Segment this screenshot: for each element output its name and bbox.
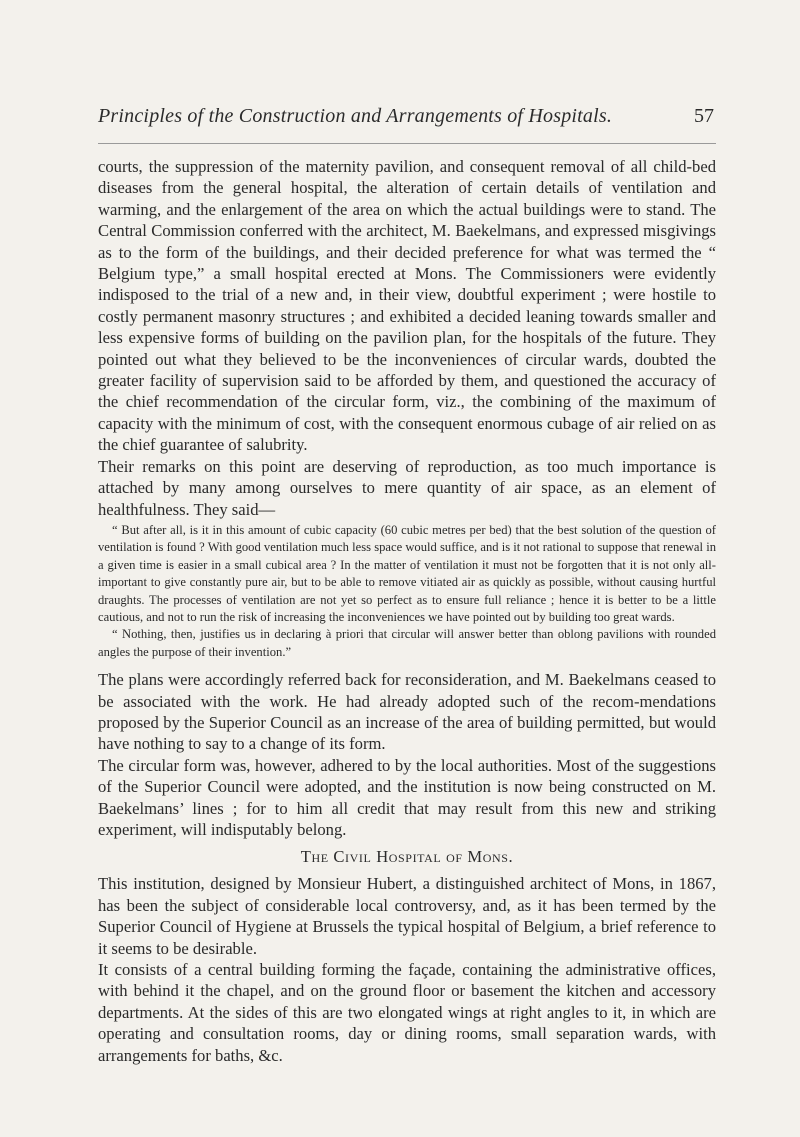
running-title: Principles of the Construction and Arrangements of Hospitals. [98,105,613,127]
paragraph-6: It consists of a central building forming the façade, containing the administrative offices, with behind it the chapel, and on the ground floor or basement the kitchen and accessory departments. At the sides of this are two elongated wings at right angles to it, in which are operating and consultation rooms, day or dining rooms, small separation wards, with arrangements for baths, &c. [98,960,716,1065]
page-number: 57 [694,105,714,127]
section-heading: The Civil Hospital of Mons. [300,847,514,867]
quote-paragraph-1: “ But after all, is it in this amount of cubic capacity (60 cubic metres per bed) that the best solution of the question of ventilation is found ? With good ventilation much less space would suffice, and is it not rational to suppose that renewal in a given time is easier in a small cubical area ? In the matter of ventilation it must not be forgotten that it is not only all-important to give constantly pure air, but to be able to remove vitiated air as quickly as possible, without causing hurtful draughts. The processes of ventilation are not yet so perfect as to ensure full reliance ; hence it is better to be a little cautious, and not to run the risk of increasing the inconveniences we have pointed out by building too great wards. [98,522,716,624]
paragraph-5: This institution, designed by Monsieur Hubert, a distinguished architect of Mons, in 1867, has been the subject of considerable local controversy, and, as it has been termed by the Superior Council of Hygiene at Brussels the typical hospital of Belgium, a brief reference to it seems to be desirable. [98,874,716,958]
paragraph-1: courts, the suppression of the maternity pavilion, and consequent removal of all child-bed diseases from the general hospital, the alteration of certain details of ventilation and warming, and the enlargement of the area on which the actual buildings were to stand. The Central Commission conferred with the architect, M. Baekelmans, and expressed misgivings as to the form of the buildings, and their decided preference for what was termed the “ Belgium type,” a small hospital erected at Mons. The Commissioners were evidently indisposed to the trial of a new and, in their view, doubtful experiment ; were hostile to costly permanent masonry structures ; and exhibited a decided leaning towards smaller and less expensive forms of building on the pavilion plan, for the hospitals of the future. They pointed out what they believed to be the inconveniences of circular wards, doubted the greater facility of supervision said to be afforded by them, and questioned the accuracy of the chief recommendation of the circular form, viz., the combining of the maximum of capacity with the minimum of cost, with the consequent enormous cubage of air relied on as the chief guarantee of salubrity. [98,157,716,455]
paragraph-4: The circular form was, however, adhered to by the local authorities. Most of the suggestions of the Superior Council were adopted, and the institution is now being constructed on M. Baekelmans’ lines ; for to him all credit that may result from this new and striking experiment, will indisputably belong. [98,755,716,839]
header-rule [98,143,716,144]
page-body [98,156,716,1066]
quote-paragraph-2: “ Nothing, then, justifies us in declaring à priori that circular will answer better than oblong pavilions with rounded angles the purpose of their invention.” [98,627,716,659]
running-head [98,105,716,135]
block-quote [98,522,716,661]
paragraph-3: The plans were accordingly referred back for reconsideration, and M. Baekelmans ceased to be associated with the work. He had already adopted such of the recom-mendations proposed by the Superior Council as an increase of the area of building permitted, but would have nothing to say to a change of its form. [98,670,716,754]
paragraph-2: Their remarks on this point are deserving of reproduction, as too much importance is attached by many among ourselves to mere quantity of air space, as an element of healthfulness. They said— [98,456,716,519]
